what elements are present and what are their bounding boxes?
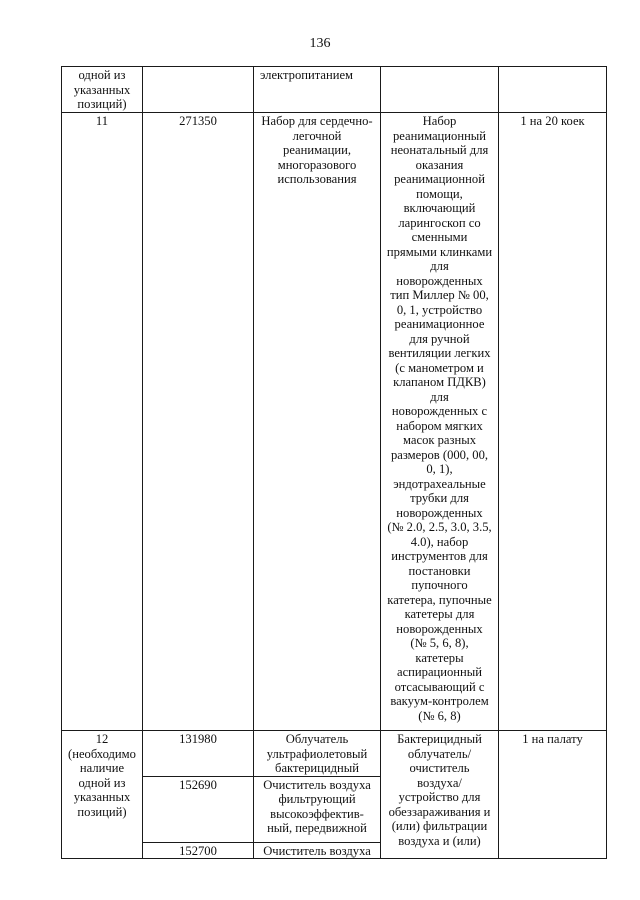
table-row [62,731,607,777]
table-cell: Набор для сердечно- легочной реанимации, многоразового использования [254,113,381,731]
table-cell: Очиститель воздуха [254,842,381,859]
table-cell: одной из указанных позиций) [62,67,143,113]
table-cell: Бактерицидный облучатель/ очиститель воздуха/ устройство для обеззараживания и (или) фильтрации воздуха и (или) [381,731,499,859]
table-cell [499,67,607,113]
table-row [62,113,607,731]
table-cell [381,67,499,113]
page-number: 136 [309,36,331,51]
table-cell [143,67,254,113]
table-cell: 12 (необходимо наличие одной из указанных позиций) [62,731,143,859]
equipment-table [61,66,607,859]
table-cell: 271350 [143,113,254,731]
table-cell: Облучатель ультрафиолетовый бактерицидный [254,731,381,777]
table-cell: электропитанием [254,67,381,113]
table-cell: 1 на палату [499,731,607,859]
table-cell: 152700 [143,842,254,859]
table-cell: Очиститель воздуха фильтрующий высокоэффектив- ный, передвижной [254,776,381,842]
table-row [62,67,607,113]
table-cell: 1 на 20 коек [499,113,607,731]
table-cell: Набор реанимационный неонатальный для оказания реанимационной помощи, включающий ларингоскоп со сменными прямыми клинками для новорожденных тип Миллер № 00, 0, 1, устройство реанимационное для ручной вентиляции легких (с манометром и клапаном ПДКВ) для новорожденных с набором мягких масок разных размеров (000, 00, 0, 1), эндотрахеальные трубки для новорожденных (№ 2.0, 2.5, 3.0, 3.5, 4.0), набор инструментов для постановки пупочного катетера, пупочные катетеры для новорожденных (№ 5, 6, 8), катетеры аспирационный отсасывающий с вакуум-контролем (№ 6, 8) [381,113,499,731]
table-cell: 131980 [143,731,254,777]
table-cell: 152690 [143,776,254,842]
table-cell: 11 [62,113,143,731]
